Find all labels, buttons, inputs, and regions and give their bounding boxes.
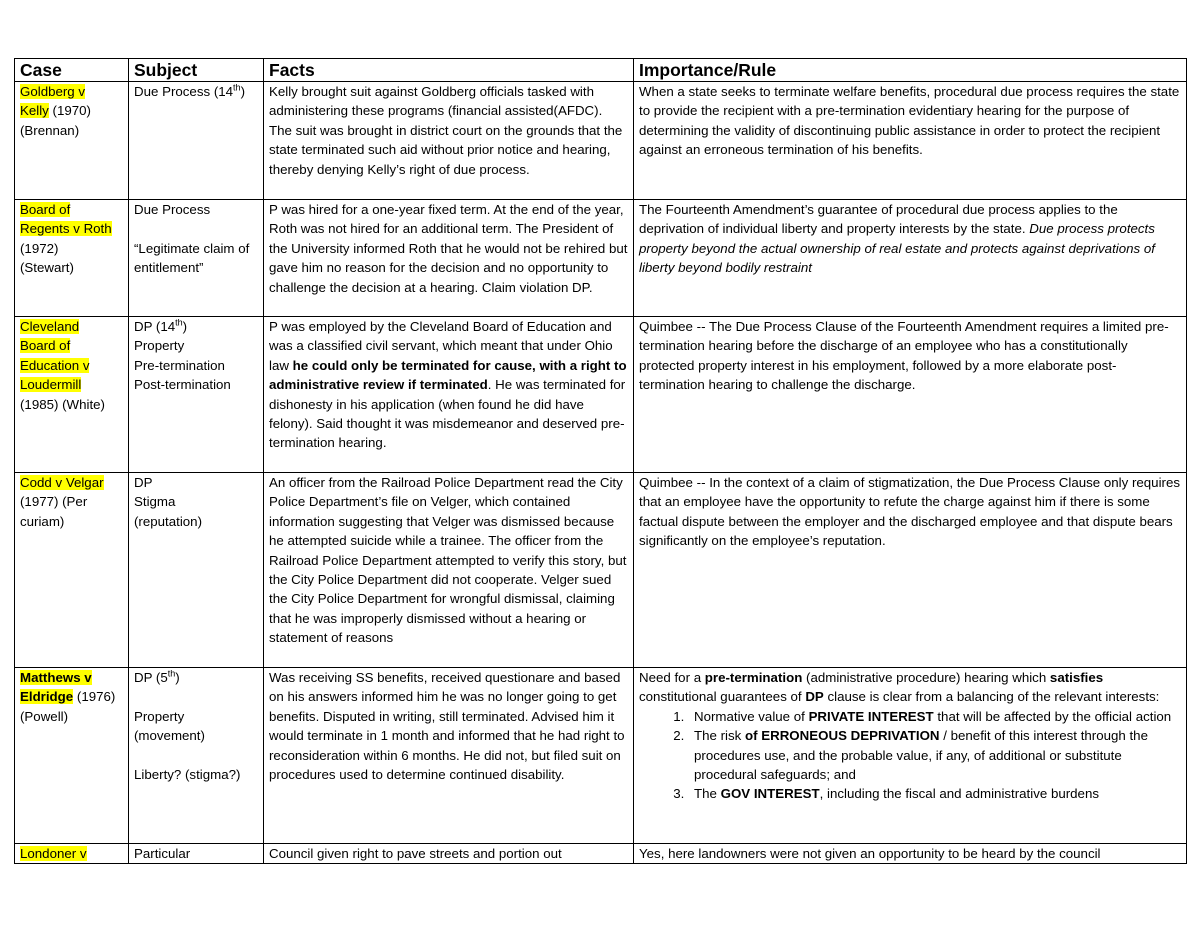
case-year: (1976) (73, 689, 116, 705)
subject-text: ) (240, 84, 245, 99)
subject-cell: Particular (129, 844, 264, 864)
spacer (134, 746, 258, 765)
facts-cell: Kelly brought suit against Goldberg officials tasked with administering these programs (financial assisted(AFDC). The suit was brought in district court on the grounds that the state terminated such aid without prior notice and hearing, thereby denying Kelly’s right of due process. (264, 82, 634, 200)
case-name: Cleveland (20, 319, 80, 334)
subject-text: DP (5 (134, 670, 168, 685)
subject-text: Liberty? (stigma?) (134, 767, 241, 782)
rule-text-bold: of ERRONEOUS DEPRIVATION (744, 728, 940, 744)
rule-cell (634, 200, 1187, 317)
rule-cell: When a state seeks to terminate welfare benefits, procedural due process requires the state to provide the recipient with a pre-termination evidentiary hearing for the purpose of determining the validity of discontinuing public assistance in order to protect the recipient against an erroneous termination of his benefits. (634, 82, 1187, 200)
case-cell (15, 317, 129, 473)
subject-sup: th (167, 668, 176, 679)
rule-cell: Yes, here landowners were not given an opportunity to be heard by the council (634, 844, 1187, 864)
spacer (134, 687, 258, 706)
rule-text: Need for a (639, 670, 705, 685)
rule-text: constitutional guarantees of (639, 689, 806, 705)
facts-cell: P was hired for a one-year fixed term. At the end of the year, Roth was not hired for an additional term. The President of the University informed Roth that he would not be rehired but gave him no reason for the decision and no opportunity to challenge the decision at a hearing. Claim violation DP. (264, 200, 634, 317)
facts-cell: Was receiving SS benefits, received questionare and based on his answers informed him he was no longer going to get benefits. Disputed in writing, still terminated. Advised him it would terminate in 1 month and informed that he had right to reconsideration within 6 months. He did not, but filed suit on procedures used to determine continued disability. (264, 668, 634, 844)
case-name: Matthews v (20, 670, 92, 685)
case-year: (1977) (Per curiam) (20, 494, 88, 529)
table-row (15, 844, 1187, 864)
subject-cell (129, 668, 264, 844)
rule-text-italic: Due process protects property beyond the actual ownership of real estate and protects against deprivations of liberty beyond bodily restraint (639, 221, 1155, 276)
case-name: Codd v Velgar (20, 475, 104, 490)
case-year: (1970) (48, 103, 91, 119)
case-name: Regents v Roth (20, 221, 112, 237)
list-item (688, 784, 1181, 803)
case-name: Eldridge (20, 689, 74, 705)
subject-sup: th (233, 82, 241, 93)
case-name: Londoner v (20, 846, 87, 861)
case-name: Board of (20, 338, 71, 354)
facts-cell (264, 317, 634, 473)
subject-text: Pre-termination (134, 357, 225, 373)
case-year: (1972) (20, 240, 59, 256)
header-subject: Subject (129, 59, 264, 82)
case-name: Loudermill (20, 377, 82, 393)
rule-cell (634, 668, 1187, 844)
case-judge: (Powell) (20, 708, 69, 724)
facts-cell: An officer from the Railroad Police Department read the City Police Department’s file on Velger, which contained information suggesting that Velger was dismissed because he attempted suicide while a trainee. The officer from the Railroad Police Department attempted to verify this story, but the City Police Department did not cooperate. Velger sued the City Police Department for wrongful dismissal, claiming that he was improperly dismissed without a hearing or statement of reasons (264, 473, 634, 668)
rule-text: , including the fiscal and administrative burdens (819, 786, 1099, 802)
rule-intro (639, 668, 1181, 707)
balancing-factors-list (639, 707, 1181, 804)
rule-text: Normative value of (694, 708, 809, 724)
case-name: Board of (20, 202, 71, 217)
subject-cell (129, 473, 264, 668)
subject-text: ) (175, 670, 180, 685)
header-row (15, 59, 1187, 82)
case-year: (1985) (White) (20, 396, 105, 412)
rule-cell: Quimbee -- The Due Process Clause of the Fourteenth Amendment requires a limited pre-termination hearing before the discharge of an employee who has a constitutionally protected property interest in his employment, followed by a more elaborate post-termination hearing to challenge the discharge. (634, 317, 1187, 473)
rule-text: The risk (694, 728, 745, 744)
table-row (15, 668, 1187, 844)
subject-text: Post-termination (134, 377, 231, 393)
subject-text: Property (movement) (134, 708, 205, 744)
rule-text-bold: satisfies (1049, 670, 1104, 685)
rule-cell: Quimbee -- In the context of a claim of stigmatization, the Due Process Clause only requires that an employee have the opportunity to refute the charge against him if there is some factual dispute between the employer and the discharged employee and that dispute bears significantly on the employee’s reputation. (634, 473, 1187, 668)
case-cell (15, 473, 129, 668)
list-item (688, 707, 1181, 726)
rule-text: (administrative procedure) hearing which (802, 670, 1050, 685)
header-facts: Facts (264, 59, 634, 82)
table-row (15, 317, 1187, 473)
case-cell (15, 82, 129, 200)
case-cell (15, 844, 129, 864)
table-row (15, 473, 1187, 668)
subject-text: “Legitimate claim of entitlement” (134, 240, 250, 276)
facts-text: P was employed by the Cleveland Board of Education and was a classified civil servant, which meant that under Ohio law (269, 319, 613, 373)
subject-text: Stigma (134, 494, 176, 510)
case-name: Kelly (20, 103, 49, 119)
rule-text: clause is clear from a balancing of the relevant interests: (823, 689, 1160, 705)
rule-text-bold: DP (805, 689, 824, 705)
table-row (15, 82, 1187, 200)
rule-text-bold: PRIVATE INTEREST (808, 708, 934, 724)
subject-text: DP (134, 475, 153, 490)
subject-text: Due Process (134, 202, 211, 217)
subject-cell (129, 200, 264, 317)
case-name: Goldberg v (20, 84, 86, 99)
subject-text: ) (182, 319, 188, 334)
rule-text: The Fourteenth Amendment’s guarantee of procedural due process applies to the deprivation of individual liberty and property interests by the state. (639, 202, 1118, 237)
rule-text-bold: GOV INTEREST (720, 786, 820, 802)
spacer (134, 219, 258, 238)
case-cell (15, 200, 129, 317)
case-judge: (Brennan) (20, 122, 80, 138)
rule-text-bold: pre-termination (704, 670, 803, 685)
case-judge: (Stewart) (20, 260, 74, 276)
subject-text: DP (14 (134, 319, 176, 334)
rule-text: / benefit of this interest through the procedures use, and the probable value, if any, of additional or substitute procedural safeguards; and (694, 728, 1148, 783)
facts-text-bold: he could only be terminated for cause, with a right to administrative review if terminated (269, 357, 627, 393)
subject-sup: th (175, 317, 183, 328)
table-row (15, 200, 1187, 317)
facts-text: . He was terminated for dishonesty in his application (when found he did have felony). Said thought it was misdemeanor and deserved pre-termination hearing. (269, 377, 626, 451)
facts-cell: Council given right to pave streets and portion out (264, 844, 634, 864)
subject-cell (129, 82, 264, 200)
header-rule: Importance/Rule (634, 59, 1187, 82)
list-item (688, 726, 1181, 784)
rule-text: The (694, 786, 721, 802)
subject-text: Due Process (14 (134, 84, 234, 99)
subject-text: Property (134, 338, 185, 354)
header-case: Case (15, 59, 129, 82)
rule-text: that will be affected by the official action (933, 708, 1172, 724)
subject-text: (reputation) (134, 513, 202, 529)
case-brief-table (14, 58, 1187, 864)
case-name: Education v (20, 357, 90, 373)
subject-cell (129, 317, 264, 473)
case-cell (15, 668, 129, 844)
